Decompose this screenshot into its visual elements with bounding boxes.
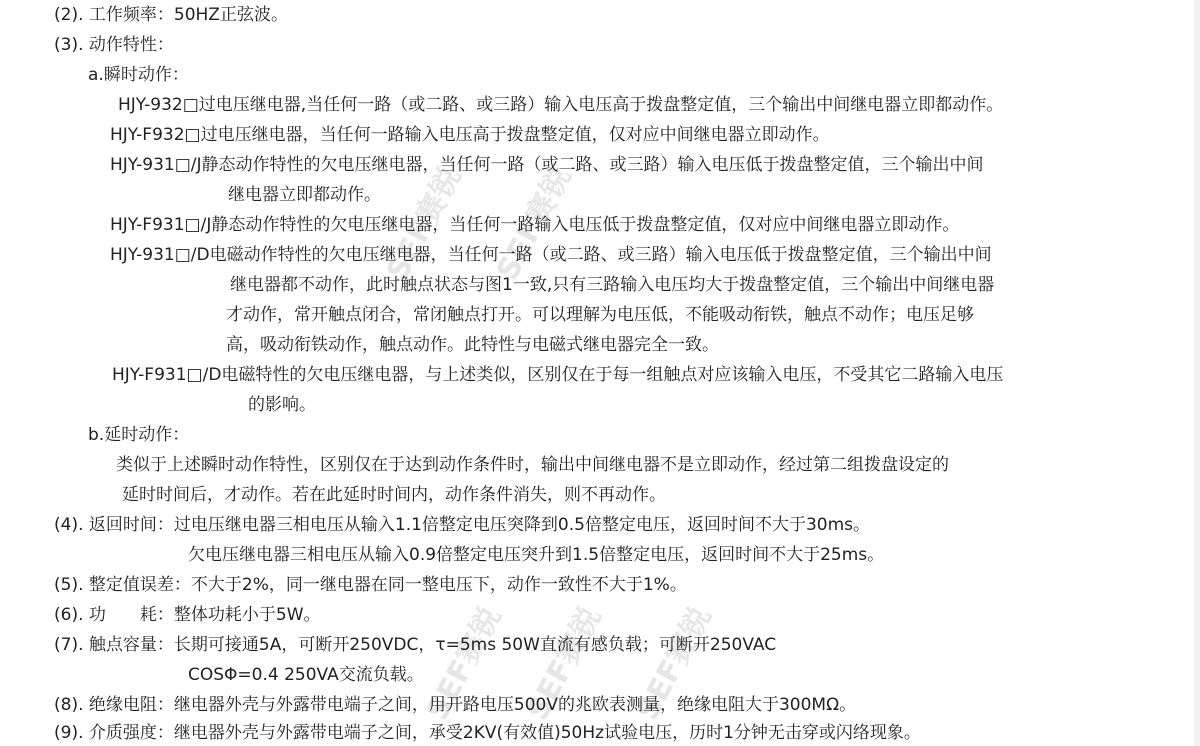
watermark-1: SEF赛锐 <box>380 161 469 286</box>
instant-f932: HJY-F932□过电压继电器，当任何一路输入电压高于拨盘整定值，仅对应中间继电器立即动作。 <box>110 125 830 145</box>
spec-line-return-time: (4). 返回时间：过电压继电器三相电压从输入1.1倍整定电压突降到0.5倍整定电压，返回时间不大于30ms。 <box>54 515 871 535</box>
spec-line-insulation: (8). 绝缘电阻：继电器外壳与外露带电端子之间，用开路电压500V的兆欧表测量，绝缘电阻大于300MΩ。 <box>54 695 857 715</box>
instant-931j-cont: 继电器立即都动作。 <box>228 185 381 205</box>
instant-931d-cont-2: 才动作，常开触点闭合，常闭触点打开。可以理解为电压低，不能吸动衔铁，触点不动作；电压足够 <box>226 305 974 325</box>
delay-text-1: 类似于上述瞬时动作特性，区别仅在于达到动作条件时，输出中间继电器不是立即动作，经过第二组拨盘设定的 <box>116 455 949 475</box>
watermark-3: SEF赛锐 <box>420 601 509 726</box>
spec-line-return-time-2: 欠电压继电器三相电压从输入0.9倍整定电压突升到1.5倍整定电压，返回时间不大于25ms。 <box>188 545 885 565</box>
delay-text-2: 延时时间后，才动作。若在此延时时间内，动作条件消失，则不再动作。 <box>122 485 666 505</box>
spec-line-error: (5). 整定值误差：不大于2%，同一继电器在同一整电压下，动作一致性不大于1%。 <box>54 575 687 595</box>
spec-line-dielectric: (9). 介质强度：继电器外壳与外露带电端子之间，承受2KV(有效值)50Hz试验电压，历时1分钟无击穿或闪络现象。 <box>54 723 921 743</box>
instant-931d: HJY-931□/D电磁动作特性的欠电压继电器，当任何一路（或二路、或三路）输入电压低于拨盘整定值，三个输出中间 <box>110 245 992 265</box>
spec-line-power: (6). 功 耗：整体功耗小于5W。 <box>54 605 321 625</box>
subheading-delay: b.延时动作： <box>88 425 190 445</box>
spec-line-frequency: (2). 工作频率：50HZ正弦波。 <box>54 5 288 25</box>
instant-931d-cont-3: 高，吸动衔铁动作，触点动作。此特性与电磁式继电器完全一致。 <box>226 335 719 355</box>
instant-f931d: HJY-F931□/D电磁特性的欠电压继电器，与上述类似，区别仅在于每一组触点对应该输入电压，不受其它二路输入电压 <box>112 365 1004 385</box>
instant-932: HJY-932□过电压继电器,当任何一路（或二路、或三路）输入电压高于拨盘整定值，三个输出中间继电器立即都动作。 <box>118 95 1004 115</box>
instant-931d-cont-1: 继电器都不动作，此时触点状态与图1一致,只有三路输入电压均大于拨盘整定值，三个输出中间继电器 <box>230 275 995 295</box>
watermark-4: SEF赛锐 <box>520 601 609 726</box>
watermark-5: SEF赛锐 <box>630 601 719 726</box>
instant-931j: HJY-931□/J静态动作特性的欠电压继电器，当任何一路（或二路、或三路）输入电压低于拨盘整定值，三个输出中间 <box>110 155 984 175</box>
spec-line-contact: (7). 触点容量：长期可接通5A，可断开250VDC，τ=5ms 50W直流有感负载；可断开250VAC <box>54 635 777 655</box>
watermark-2: SEF赛锐 <box>490 161 579 286</box>
spec-line-contact-2: COSΦ=0.4 250VA交流负载。 <box>188 665 424 685</box>
instant-f931j: HJY-F931□/J静态动作特性的欠电压继电器，当任何一路输入电压低于拨盘整定值，仅对应中间继电器立即动作。 <box>110 215 960 235</box>
page-edge <box>1194 0 1200 746</box>
subheading-instant: a.瞬时动作： <box>88 65 189 85</box>
instant-f931d-cont: 的影响。 <box>248 395 316 415</box>
spec-line-action-heading: (3). 动作特性： <box>54 35 174 55</box>
